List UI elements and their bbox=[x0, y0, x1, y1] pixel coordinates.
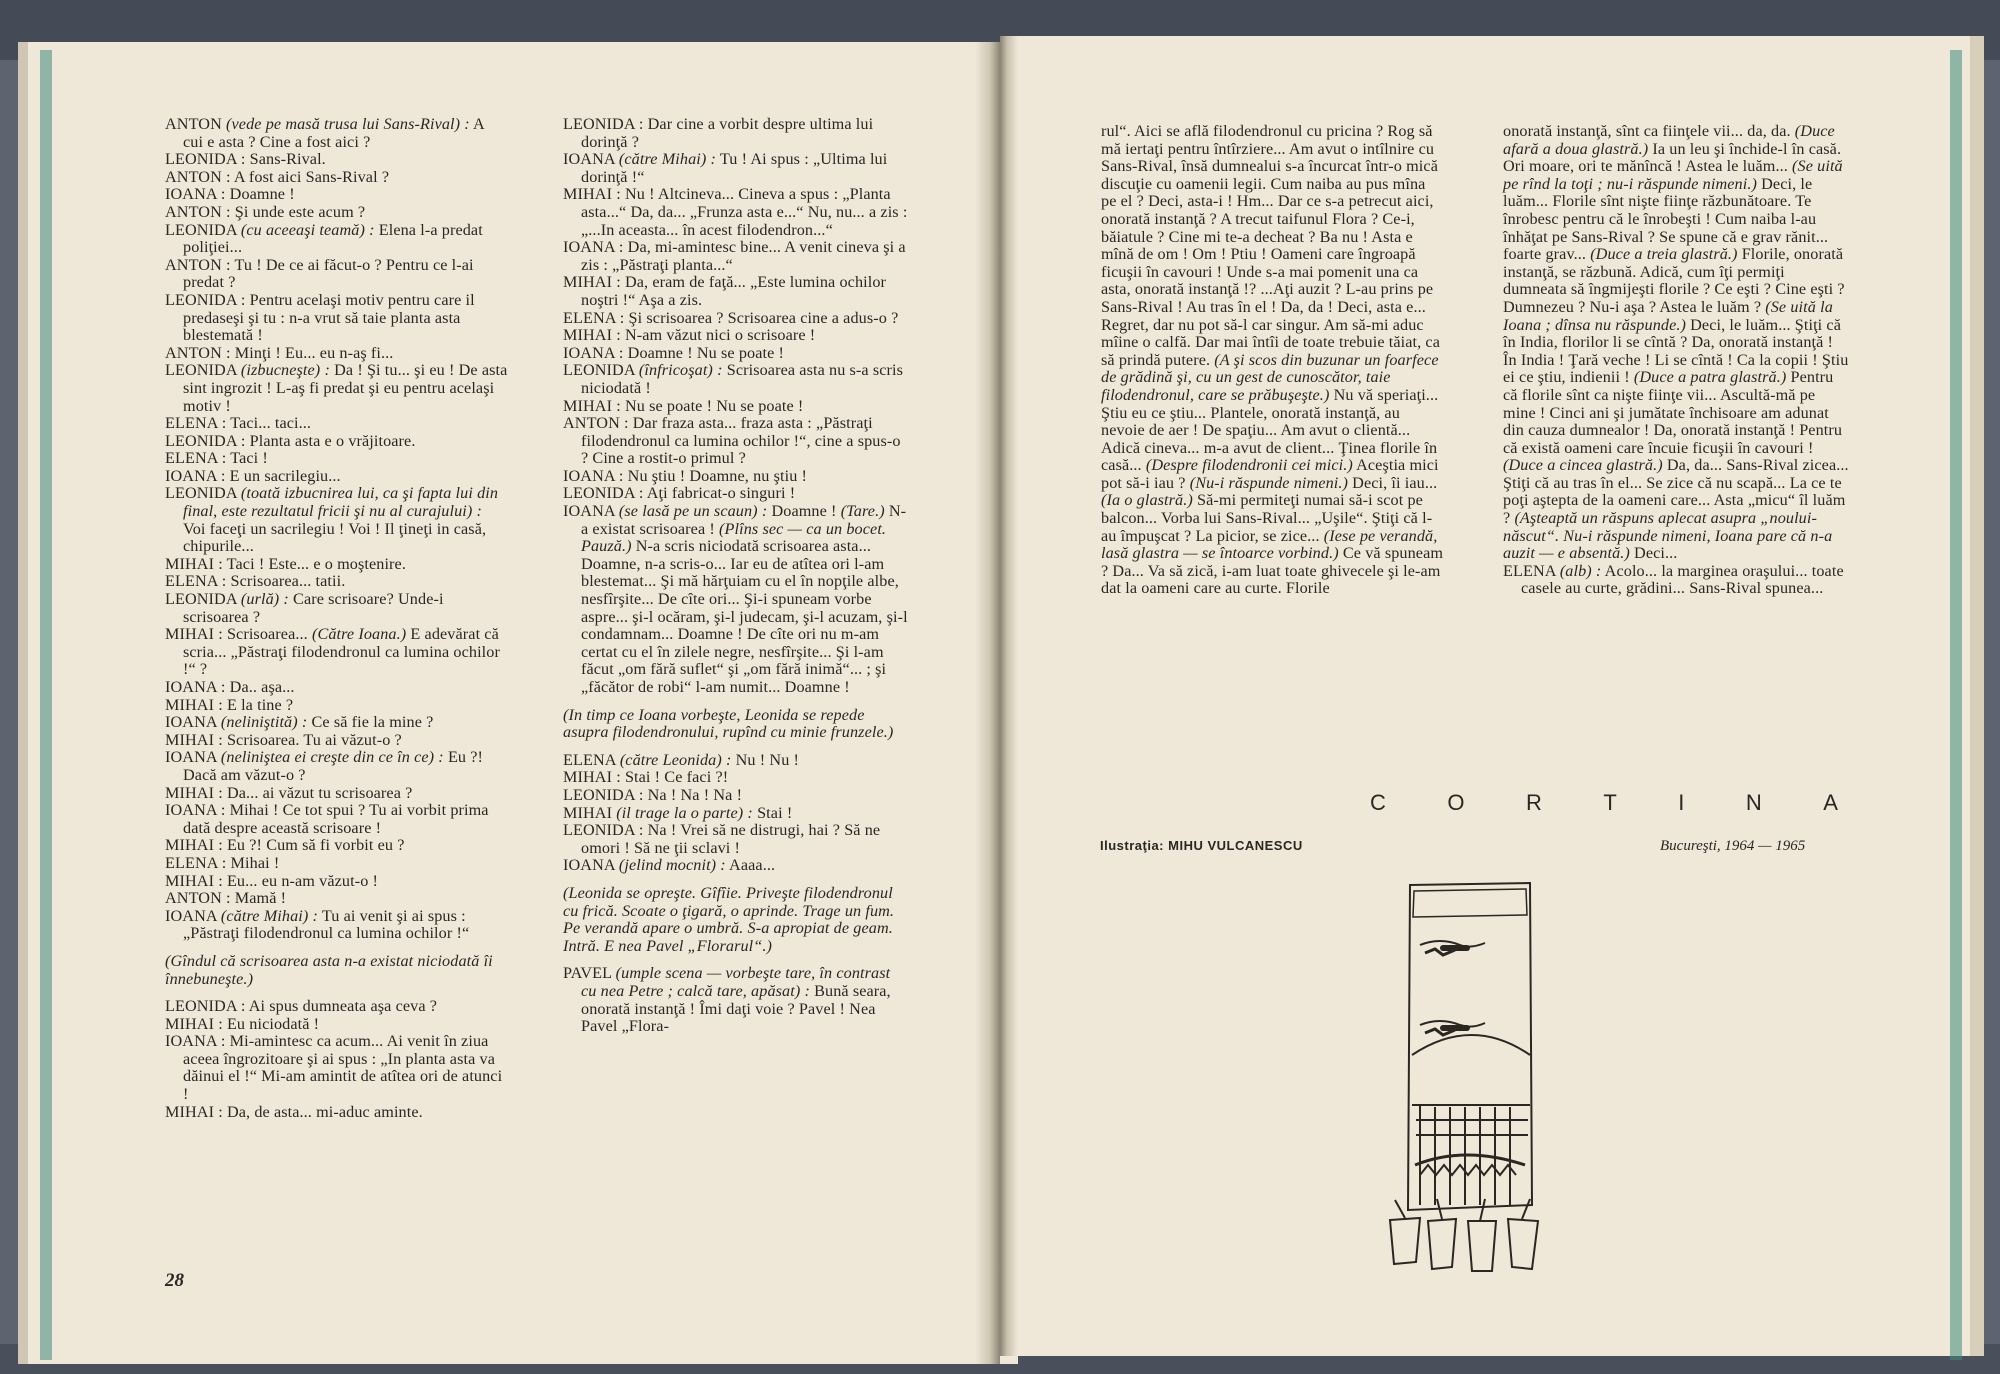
dialogue-line: LEONIDA (cu aceeaşi teamă) : Elena l-a predat poliţiei... bbox=[165, 220, 483, 257]
dialogue-line: rul“. Aici se află filodendronul cu pricina ? Rog să mă iertaţi pentru întîrziere... Am avut o intîlnire cu Sans-Rival, însă dumnealui s-a încurcat într-o mică discuţie cu oamenii legii. Cum naiba au pus mîna pe el ? Deci, asta-i ! Hm... Dar ce s-a petrecut aici, onorată instanţă ? A trecut taifunul Flora ? Ce-i, băiatule ? Cine mi te-a decheat ? Ba nu ! Asta e mînă de om ! Om ! Ptiu ! Oameni care îngroapă ficuşii în cavouri ! Unde s-a mai pomenit una ca asta, onorată instanţă !? ...Aţi auzit ? L-au prins pe Sans-Rival ! Au tras în el ! Da, da ! Deci, asta e... Regret, dar nu pot să-l car singur. Am să-mi aduc mîine o calfă. Dar mai întîi de toate trebuie tăiat, ca să prindă putere. (A şi scos din buzunar un foarfece de grădină şi, cu un gest de cunoscător, taie filodendronul, care se prăbuşeşte.) Nu vă speriaţi... Ştiu eu ce ştiu... Plantele, onorată instanţă, au nevoie de aer ! De spaţiu... Am avut o clientă... Adică cineva... m-a avut de client... Ţinea florile în casă... (Despre filodendronii cei mici.) Aceştia mici pot să-i iau ? (Nu-i răspunde nimeni.) Deci, îi iau... (Ia o glastră.) Să-mi permiteţi numai să-i scot pe balcon... Vorba lui Sans-Rival... „Uşile“. Ştiţi că l-au împuşcat ? La picior, se zice... (Iese pe verandă, lasă glastra — se întoarce vorbind.) Ce vă spuneam ? Da... Va să zică, i-am luat toate ghivecele şi le-am dat la oameni care au curte. Florile bbox=[1101, 122, 1444, 598]
left-column-1 bbox=[165, 116, 508, 1121]
dialogue-line: ELENA : Taci ! bbox=[165, 449, 268, 468]
dialogue-line: LEONIDA : Dar cine a vorbit despre ultima lui dorinţă ? bbox=[563, 115, 874, 151]
dialogue-line: ANTON : Dar fraza asta... fraza asta : „Păstraţi filodendronul ca lumina ochilor !“, cine a spus-o ? Cine a rostit-o primul ? bbox=[563, 414, 901, 468]
dialogue-line: ANTON : Tu ! De ce ai făcut-o ? Pentru ce l-ai predat ? bbox=[165, 255, 474, 292]
dialogue-line: ELENA : Taci... taci... bbox=[165, 414, 312, 433]
dialogue-line: ANTON (vede pe masă trusa lui Sans-Rival) : A cui e asta ? Cine a fost aici ? bbox=[165, 115, 484, 151]
dialogue-line: MIHAI : Da... ai văzut tu scrisoarea ? bbox=[165, 783, 413, 802]
dialogue-line: MIHAI : Scrisoarea... (Către Ioana.) E adevărat că scria... „Păstraţi filodendronul ca lumina ochilor !“ ? bbox=[165, 625, 500, 679]
dialogue-line: ANTON : A fost aici Sans-Rival ? bbox=[165, 167, 390, 186]
right-column-1 bbox=[1101, 123, 1445, 598]
stage-direction: (Gîndul că scrisoarea asta n-a existat niciodată îi înnebuneşte.) bbox=[165, 951, 493, 988]
dialogue-line: LEONIDA (înfricoşat) : Scrisoarea asta nu s-a scris niciodată ! bbox=[563, 361, 904, 397]
dialogue-line: MIHAI : Da, eram de faţă... „Este lumina ochilor noştri !“ Aşa a zis. bbox=[563, 273, 887, 309]
cortina-letter: T bbox=[1603, 790, 1619, 815]
right-page-gutter-shadow bbox=[1000, 36, 1018, 1356]
dialogue-line: IOANA : Doamne ! bbox=[165, 185, 295, 204]
dialogue-line: IOANA : E un sacrilegiu... bbox=[165, 466, 341, 485]
dialogue-line: IOANA : Da.. aşa... bbox=[165, 678, 295, 696]
dialogue-line: IOANA : Mi-amintesc ca acum... Ai venit în ziua aceea îngrozitoare şi ai spus : „In planta asta va dăinui el !“ Mi-am amintit de atîtea ori de atunci ! bbox=[165, 1032, 503, 1104]
dialogue-line: LEONIDA (urlă) : Care scrisoare? Unde-i scrisoarea ? bbox=[165, 590, 444, 626]
left-binding-strip bbox=[40, 50, 52, 1360]
dialogue-line: LEONIDA (izbucneşte) : Da ! Şi tu... şi eu ! De asta sint ingrozit ! L-aş fi predat şi eu pentru acelaşi motiv ! bbox=[165, 361, 508, 415]
cortina-letter: R bbox=[1525, 790, 1544, 815]
dialogue-line: MIHAI (il trage la o parte) : Stai ! bbox=[563, 803, 793, 822]
dialogue-line: LEONIDA : Na ! Vrei să ne distrugi, hai ? Să ne omori ! Să ne ţii sclavi ! bbox=[563, 821, 881, 857]
dialogue-line: MIHAI : Nu se poate ! Nu se poate ! bbox=[563, 396, 804, 415]
dialogue-line: PAVEL (umple scena — vorbeşte tare, în contrast cu nea Petre ; calcă tare, apăsat) : Bună seara, onorată instanţă ! Îmi daţi voie ? Pavel ! Nea Pavel „Flora- bbox=[563, 964, 891, 1036]
cortina-letter: O bbox=[1447, 790, 1467, 815]
dialogue-line: IOANA (către Mihai) : Tu ! Ai spus : „Ultima lui dorinţă !“ bbox=[563, 150, 888, 186]
stage-direction: (In timp ce Ioana vorbeşte, Leonida se repede asupra filodendronului, rupînd cu minie frunzele.) bbox=[563, 705, 894, 742]
dialogue-line: IOANA : Mihai ! Ce tot spui ? Tu ai vorbit prima dată despre această scrisoare ! bbox=[165, 801, 489, 837]
dialogue-line: IOANA (jelind mocnit) : Aaaa... bbox=[563, 856, 776, 875]
right-column-2 bbox=[1503, 123, 1849, 598]
dialogue-line: MIHAI : Scrisoarea. Tu ai văzut-o ? bbox=[165, 730, 402, 749]
dialogue-line: IOANA (neliniştită) : Ce să fie la mine ? bbox=[165, 713, 434, 732]
dialogue-line: LEONIDA : Sans-Rival. bbox=[165, 150, 326, 169]
dialogue-line: MIHAI : N-am văzut nici o scrisoare ! bbox=[563, 326, 816, 345]
cortina-letter: I bbox=[1678, 790, 1687, 815]
dialogue-line: LEONIDA : Planta asta e o vrăjitoare. bbox=[165, 431, 416, 450]
dialogue-line: LEONIDA : Aţi fabricat-o singuri ! bbox=[563, 484, 796, 503]
dialogue-line: LEONIDA : Pentru acelaşi motiv pentru care il predaseşi şi tu : n-a vrut să taie planta asta blestemată ! bbox=[165, 290, 475, 345]
dialogue-line: MIHAI : Eu... eu n-am văzut-o ! bbox=[165, 871, 379, 890]
dialogue-line: ELENA (alb) : Acolo... la marginea oraşului... toate casele au curte, grădini... Sans-Rival spunea... bbox=[1503, 561, 1844, 598]
dialogue-line: ANTON : Minţi ! Eu... eu n-aş fi... bbox=[165, 343, 394, 362]
dialogue-line: ELENA : Scrisoarea... tatii. bbox=[165, 572, 346, 591]
cortina-heading bbox=[1370, 790, 1840, 816]
dialogue-line: ANTON : Mamă ! bbox=[165, 889, 287, 908]
stage-direction: (Leonida se opreşte. Gîfîie. Priveşte filodendronul cu frică. Scoate o ţigară, o aprinde. Trage un fum. Pe verandă apare o umbră. S-a apropiat de geam. Intră. E nea Pavel „Florarul“.) bbox=[563, 883, 895, 955]
cortina-letter: A bbox=[1823, 790, 1840, 815]
cortina-letter: N bbox=[1745, 790, 1764, 815]
dialogue-line: MIHAI : Da, de asta... mi-aduc aminte. bbox=[165, 1102, 423, 1121]
dialogue-line: MIHAI : E la tine ? bbox=[165, 695, 294, 714]
right-binding-strip bbox=[1950, 50, 1962, 1360]
dialogue-line: IOANA (către Mihai) : Tu ai venit şi ai spus : „Păstraţi filodendronul ca lumina ochilor !“ bbox=[165, 906, 470, 943]
dialogue-line: LEONIDA : Ai spus dumneata aşa ceva ? bbox=[165, 997, 438, 1016]
left-page-gutter-shadow bbox=[975, 42, 1000, 1364]
dialogue-line: onorată instanţă, sînt ca fiinţele vii... da, da. (Duce afară a doua glastră.) Ia un leu şi închide-l în casă. Ori moare, ori te mănîncă ! Astea le luăm... (Se uită pe rînd la toţi ; nu-i răspunde nimeni.) Deci, le luăm... Florile sînt nişte fiinţe răzbunătoare. Te înrobesc pentru că le înrobeşti ! Cum naiba l-au înhăţat pe Sans-Rival ? Se spune că e grav rănit... foarte grav... (Duce a treia glastră.) Florile, onorată instanţă, se răzbună. Adică, cum îţi permiţi dumneata să îngmijeşti florile ? Ce eşti ? Cine eşti ? Dumnezeu ? Nu-i aşa ? Astea le luăm ? (Se uită la Ioana ; dînsa nu răspunde.) Deci, le luăm... Ştiţi că în India, florilor li se cîntă ? Da, onorată instanţă ! În India ! Ţară veche ! Li se cîntă ! Ca la copii ! Ştiu ei ce ştiu, indienii ! (Duce a patra glastră.) Pentru că florile sînt ca nişte fiinţe vii... Ascultă-mă pe mine ! Cinci ani şi jumătate închisoare am adunat din cauza dumnealor ! Da, onorată instanţă ! Pentru că există oameni care încuie ficuşii în cavouri ! (Duce a cincea glastră.) Da, da... Sans-Rival zicea... Ştiţi că au tras în el... Se zice că nu scapă... La ce te poţi aştepta de la oameni care... Asta „micu“ îl luăm ? (Aşteaptă un răspuns aplecat asupra „noului-născut“. Nu-i răspunde nimeni, Ioana pare că n-a auzit — e absentă.) Deci... bbox=[1503, 122, 1849, 563]
dialogue-line: LEONIDA (toată izbucnirea lui, ca şi fapta lui din final, este rezultatul fricii şi nu al curajului) : Voi faceţi un sacrilegiu ! Voi ! Il ţineţi in casă, chipurile... bbox=[165, 484, 499, 556]
dialogue-line: MIHAI : Stai ! Ce faci ?! bbox=[563, 768, 729, 787]
dialogue-line: IOANA (neliniştea ei creşte din ce în ce) : Eu ?! Dacă am văzut-o ? bbox=[165, 748, 484, 784]
dialogue-line: MIHAI : Nu ! Altcineva... Cineva a spus : „Planta asta...“ Da, da... „Frunza asta e...“ Nu, nu... a zis : „...In aceasta... în acest filodendron...“ bbox=[563, 185, 908, 239]
dialogue-line: ELENA : Mihai ! bbox=[165, 853, 280, 872]
ink-illustration bbox=[1380, 875, 1560, 1285]
dialogue-line: ANTON : Şi unde este acum ? bbox=[165, 202, 366, 221]
dialogue-line: IOANA : Doamne ! Nu se poate ! bbox=[563, 343, 785, 362]
dialogue-line: MIHAI : Eu niciodată ! bbox=[165, 1014, 320, 1033]
dialogue-line: IOANA : Nu ştiu ! Doamne, nu ştiu ! bbox=[563, 466, 808, 485]
dialogue-line: MIHAI : Taci ! Este... e o moştenire. bbox=[165, 554, 406, 573]
cortina-letter: C bbox=[1370, 790, 1388, 815]
left-column-2 bbox=[563, 116, 908, 1036]
page-number: 28 bbox=[165, 1270, 184, 1291]
dateline: Bucureşti, 1964 — 1965 bbox=[1660, 838, 1806, 854]
dialogue-line: ELENA (către Leonida) : Nu ! Nu ! bbox=[563, 750, 800, 769]
dialogue-line: ELENA : Şi scrisoarea ? Scrisoarea cine a adus-o ? bbox=[563, 308, 899, 327]
illustration-credit: Ilustraţia: MIHU VULCANESCU bbox=[1100, 838, 1303, 853]
dialogue-line: IOANA : Da, mi-amintesc bine... A venit cineva şi a zis : „Păstraţi planta...“ bbox=[563, 238, 906, 274]
dialogue-line: LEONIDA : Na ! Na ! Na ! bbox=[563, 785, 743, 804]
dialogue-line: MIHAI : Eu ?! Cum să fi vorbit eu ? bbox=[165, 836, 405, 855]
dialogue-line: IOANA (se lasă pe un scaun) : Doamne ! (Tare.) N-a existat scrisoarea ! (Plîns sec — ca un bocet. Pauză.) N-a scris niciodată scrisoarea asta... Doamne, n-a scris-o... Iar eu de atîtea ori l-am blestemat... Şi mă hărţuiam cu el în nopţile albe, nesfîrşite... De cîte ori... Şi-i spuneam vorbe aspre... şi-l ocăram, şi-l judecam, şi-l acuzam, şi-l condamnam... Doamne ! De cîte ori nu m-am certat cu el în zilele negre, nesfîrşite... Şi l-am făcut „om fără suflet“ şi „om fără inimă“... ; şi „făcător de robi“ l-am numit... Doamne ! bbox=[563, 502, 908, 696]
